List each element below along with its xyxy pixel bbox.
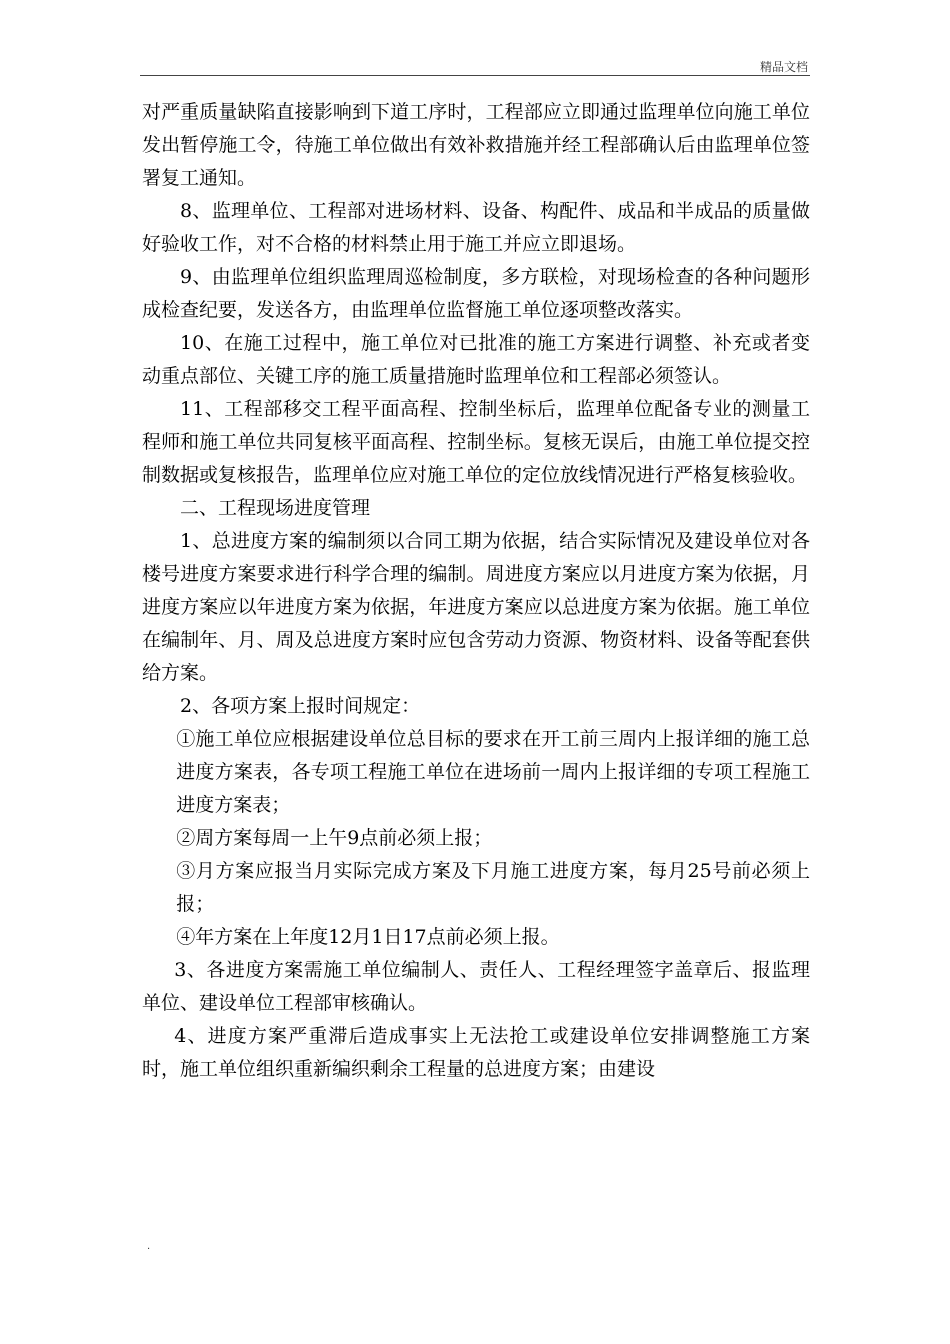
paragraph-item-8: 8、监理单位、工程部对进场材料、设备、构配件、成品和半成品的质量做好验收工作，对不合格的材料禁止用于施工并应立即退场。 [142, 200, 810, 255]
paragraph-progress-3: 3、各进度方案需施工单位编制人、责任人、工程经理签字盖章后、报监理单位、建设单位工程部审核确认。 [142, 959, 810, 1014]
paragraph-progress-1: 1、总进度方案的编制须以合同工期为依据，结合实际情况及建设单位对各楼号进度方案要求进行科学合理的编制。周进度方案应以月进度方案为依据，月进度方案应以年进度方案为依据，年进度方案应以总进度方案为依据。施工单位在编制年、月、周及总进度方案时应包含劳动力资源、物资材料、设备等配套供给方案。 [142, 530, 810, 684]
paragraph-progress-2: 2、各项方案上报时间规定： [180, 695, 421, 717]
paragraph-item-11: 11、工程部移交工程平面高程、控制坐标后，监理单位配备专业的测量工程师和施工单位共同复核平面高程、控制坐标。复核无误后，由施工单位提交控制数据或复核报告，监理单位应对施工单位的定位放线情况进行严格复核验收。 [142, 398, 810, 486]
paragraph-progress-4: 4、进度方案严重滞后造成事实上无法抢工或建设单位安排调整施工方案时，施工单位组织重新编织剩余工程量的总进度方案；由建设 [142, 1025, 810, 1080]
header-rule [140, 75, 810, 76]
list-item-circled-3: ③月方案应报当月实际完成方案及下月施工进度方案，每月25号前必须上报； [176, 860, 810, 915]
footer-mark: . [147, 1241, 151, 1252]
paragraph-item-9: 9、由监理单位组织监理周巡检制度，多方联检，对现场检查的各种问题形成检查纪要，发送各方，由监理单位监督施工单位逐项整改落实。 [142, 266, 810, 321]
list-item-circled-1: ①施工单位应根据建设单位总目标的要求在开工前三周内上报详细的施工总进度方案表，各专项工程施工单位在进场前一周内上报详细的专项工程施工进度方案表； [176, 728, 810, 816]
paragraph-item-10: 10、在施工过程中，施工单位对已批准的施工方案进行调整、补充或者变动重点部位、关键工序的施工质量措施时监理单位和工程部必须签认。 [142, 332, 810, 387]
paragraph-continuation: 对严重质量缺陷直接影响到下道工序时，工程部应立即通过监理单位向施工单位发出暂停施工令，待施工单位做出有效补救措施并经工程部确认后由监理单位签署复工通知。 [142, 101, 810, 189]
section-heading: 二、工程现场进度管理 [180, 497, 371, 519]
document-body [142, 96, 810, 1086]
list-item-circled-2: ②周方案每周一上午9点前必须上报； [176, 827, 493, 849]
header-tag: 精品文档 [759, 60, 808, 74]
list-item-circled-4: ④年方案在上年度12月1日17点前必须上报。 [176, 926, 560, 948]
